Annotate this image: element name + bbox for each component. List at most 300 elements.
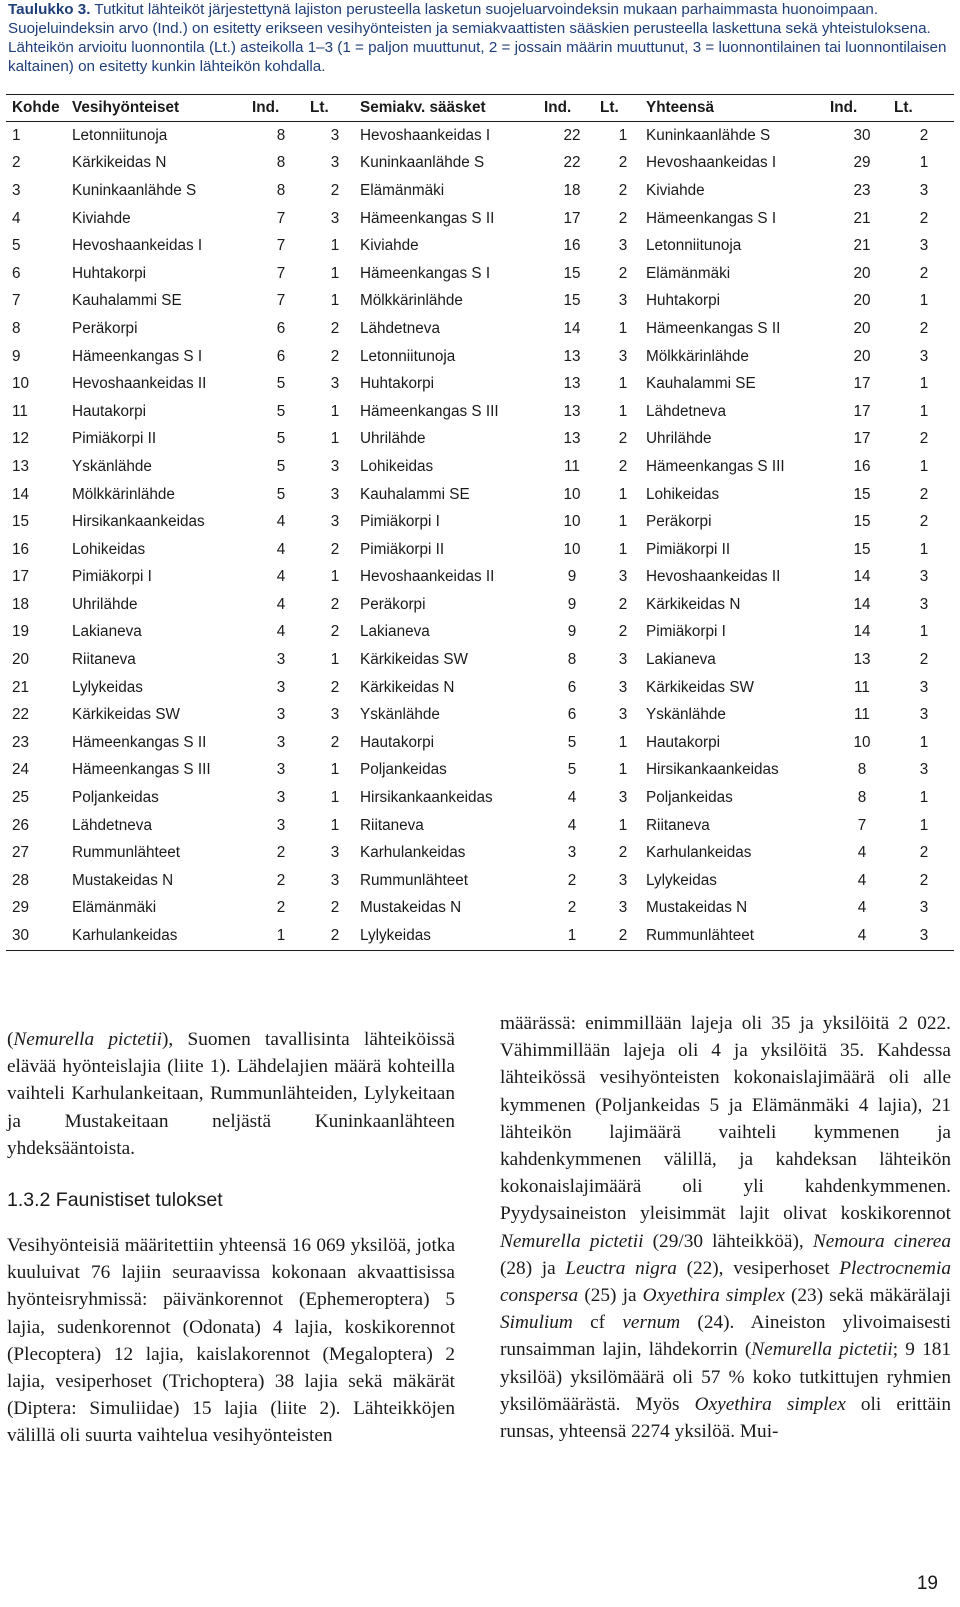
cell-vesihyonteiset: Mölkkärinlähde	[72, 485, 175, 503]
cell-semiakv: Elämänmäki	[360, 181, 445, 199]
cell-ind: 20	[853, 292, 871, 310]
cell-ind: 14	[853, 595, 871, 613]
cell-vesihyonteiset: Huhtakorpi	[72, 264, 146, 282]
cell-ind: 6	[567, 706, 577, 724]
cell-lt: 3	[894, 922, 954, 950]
cell-ind: 7	[857, 816, 867, 834]
cell-ind: 8	[567, 651, 577, 669]
cell-ind: 17	[853, 375, 871, 393]
cell-ind: 2	[567, 899, 577, 917]
cell-lt: 1	[919, 733, 929, 751]
cell-lt: 3	[919, 181, 929, 199]
table-row	[6, 729, 954, 757]
cell-vesihyonteiset: Hautakorpi	[72, 402, 146, 420]
cell-ind: 4	[567, 816, 577, 834]
cell-vesihyonteiset: Hevoshaankeidas II	[72, 375, 207, 393]
cell-lt: 3	[618, 292, 628, 310]
data-table	[6, 94, 954, 951]
cell-ind: 5	[276, 430, 286, 448]
cell-lt: 1	[330, 816, 340, 834]
cell-lt: 2	[618, 457, 628, 475]
body-paragraph	[500, 1010, 951, 1445]
cell-ind: 13	[563, 402, 581, 420]
cell-ind: 20	[853, 319, 871, 337]
cell-ind: 11	[854, 678, 870, 696]
cell-lt: 3	[919, 706, 929, 724]
cell-lt: 2	[618, 264, 628, 282]
table-row	[6, 619, 954, 647]
table-row	[6, 315, 954, 343]
cell-semiakv: Pimiäkorpi II	[360, 540, 445, 558]
cell-lt: 1	[330, 237, 340, 255]
body-paragraph	[7, 1026, 455, 1162]
cell-lt: 2	[919, 844, 929, 862]
cell-ind: 23	[853, 181, 871, 199]
cell-ind: 8	[276, 181, 286, 199]
cell-yhteensa: Pimiäkorpi I	[646, 623, 726, 641]
table-row	[6, 757, 954, 785]
cell-ind: 10	[563, 540, 581, 558]
cell-semiakv: Hevoshaankeidas I	[360, 126, 491, 144]
cell-semiakv: Karhulankeidas	[360, 844, 466, 862]
cell-ind: 13	[563, 430, 581, 448]
cell-ind: 3	[276, 761, 286, 779]
cell-vesihyonteiset: Rummunlähteet	[72, 844, 180, 862]
cell-semiakv: Poljankeidas	[360, 761, 447, 779]
cell-lt: 1	[919, 154, 929, 172]
cell-lt: 1	[919, 540, 929, 558]
text-run: (25) ja	[578, 1285, 643, 1307]
table-row	[6, 260, 954, 288]
cell-vesihyonteiset: Lylykeidas	[72, 678, 143, 696]
header-semiakv-saasket: Semiakv. sääsket	[360, 95, 544, 122]
cell-vesihyonteiset: Yskänlähde	[72, 457, 152, 475]
cell-lt: 2	[330, 347, 340, 365]
text-run: ), Suomen tavallisinta lähteiköissä elävää hyönteislajia (liite 1). Lähdelajien määrä kohteilla vaihteli Karhulankeitaan, Rummunlähteiden, Lylykeitaan ja Mustakeitaan neljästä Kuninkaanlähteen yhdeksääntoista.	[7, 1029, 455, 1159]
cell-lt: 1	[330, 789, 340, 807]
cell-lt: 1	[330, 761, 340, 779]
italic-species-name: Leuctra nigra	[565, 1257, 677, 1279]
cell-ind: 15	[563, 264, 581, 282]
cell-vesihyonteiset: Hevoshaankeidas I	[72, 237, 203, 255]
section-heading: 1.3.2 Faunistiset tulokset	[7, 1189, 223, 1212]
cell-semiakv: Peräkorpi	[360, 595, 426, 613]
cell-ind: 1	[252, 922, 310, 950]
cell-ind: 7	[276, 237, 286, 255]
cell-ind: 14	[853, 623, 871, 641]
cell-ind: 2	[276, 871, 286, 889]
cell-vesihyonteiset: Lähdetneva	[72, 816, 152, 834]
italic-species-name: Nemurella pictetii	[751, 1339, 893, 1361]
cell-ind: 29	[853, 154, 871, 172]
cell-ind: 8	[857, 789, 867, 807]
italic-species-name: Nemoura cinerea	[812, 1230, 951, 1252]
cell-ind: 15	[853, 485, 871, 503]
cell-kohde: 2	[12, 154, 21, 172]
table-row	[6, 177, 954, 205]
header-yhteensa: Yhteensä	[646, 95, 830, 122]
cell-semiakv: Mölkkärinlähde	[360, 292, 463, 310]
cell-yhteensa: Hämeenkangas S II	[646, 319, 781, 337]
cell-lt: 2	[618, 181, 628, 199]
cell-ind: 9	[567, 623, 577, 641]
cell-ind: 4	[276, 623, 286, 641]
cell-kohde: 27	[12, 844, 30, 862]
cell-lt: 2	[618, 209, 628, 227]
cell-semiakv: Riitaneva	[360, 816, 424, 834]
cell-yhteensa: Hevoshaankeidas II	[646, 568, 781, 586]
cell-kohde: 28	[12, 871, 30, 889]
cell-lt: 2	[618, 623, 628, 641]
cell-lt: 3	[330, 154, 340, 172]
table-row	[6, 150, 954, 178]
body-column-right	[500, 1010, 951, 1445]
cell-ind: 4	[857, 871, 867, 889]
italic-species-name: vernum	[622, 1312, 681, 1334]
cell-kohde: 24	[12, 761, 30, 779]
cell-vesihyonteiset: Kärkikeidas SW	[72, 706, 180, 724]
cell-ind: 4	[857, 844, 867, 862]
cell-ind: 13	[853, 651, 871, 669]
cell-yhteensa: Kauhalammi SE	[646, 375, 756, 393]
cell-ind: 10	[563, 513, 581, 531]
cell-kohde: 4	[12, 209, 21, 227]
cell-yhteensa: Uhrilähde	[646, 430, 712, 448]
cell-kohde: 29	[12, 899, 30, 917]
italic-species-name: Nemurella pictetii	[500, 1230, 644, 1252]
table-row	[6, 232, 954, 260]
cell-vesihyonteiset: Kauhalammi SE	[72, 292, 182, 310]
cell-yhteensa: Lakianeva	[646, 651, 716, 669]
cell-vesihyonteiset: Lakianeva	[72, 623, 142, 641]
cell-kohde: 6	[12, 264, 21, 282]
header-lt: Lt.	[894, 95, 954, 122]
text-run: (22), vesiperhoset	[676, 1257, 840, 1279]
cell-lt: 2	[330, 319, 340, 337]
cell-lt: 3	[330, 706, 340, 724]
table-row	[6, 701, 954, 729]
cell-ind: 3	[276, 651, 286, 669]
table-row	[6, 481, 954, 509]
cell-semiakv: Kuninkaanlähde S	[360, 154, 485, 172]
cell-ind: 30	[853, 126, 871, 144]
cell-yhteensa: Karhulankeidas	[646, 844, 752, 862]
cell-vesihyonteiset: Lohikeidas	[72, 540, 146, 558]
italic-species-name: Plectrocnemia conspersa	[500, 1257, 951, 1307]
cell-lt: 1	[919, 623, 929, 641]
cell-semiakv: Hämeenkangas S I	[360, 264, 491, 282]
cell-semiakv: Kärkikeidas SW	[360, 651, 468, 669]
cell-yhteensa: Kiviahde	[646, 181, 705, 199]
text-run: määrässä: enimmillään lajeja oli 35 ja yksilöitä 2 022. Vähimmillään lajeja oli 4 ja yksilöitä 35. Kahdessa lähteikössä vesihyönteisten kokonaislajimäärä oli alle kymmenen (Poljankeidas 5 ja Elämänmäki 4 lajia), 21 lähteikön lajimäärä vaihteli kymmenen ja kahdenkymmenen välillä, ja kahdeksan lähteikön kokonaislajimäärä oli yli kahdenkymmenen. Pyydysaineiston yleisimmät lajit olivat koskikorennot	[500, 1013, 951, 1225]
cell-ind: 8	[276, 126, 286, 144]
cell-vesihyonteiset: Riitaneva	[72, 651, 136, 669]
cell-yhteensa: Hautakorpi	[646, 733, 720, 751]
cell-ind: 15	[853, 513, 871, 531]
cell-yhteensa: Rummunlähteet	[646, 922, 830, 950]
cell-semiakv: Rummunlähteet	[360, 871, 468, 889]
cell-ind: 9	[567, 595, 577, 613]
table-caption	[8, 0, 952, 76]
body-paragraph	[7, 1232, 455, 1450]
cell-lt: 3	[618, 789, 628, 807]
cell-semiakv: Kauhalammi SE	[360, 485, 470, 503]
cell-kohde: 25	[12, 789, 30, 807]
cell-lt: 3	[618, 568, 628, 586]
cell-kohde: 7	[12, 292, 21, 310]
cell-ind: 13	[563, 375, 581, 393]
cell-kohde: 23	[12, 733, 30, 751]
italic-species-name: Oxyethira simplex	[694, 1393, 846, 1415]
cell-lt: 2	[618, 430, 628, 448]
cell-lt: 1	[330, 264, 340, 282]
cell-ind: 17	[853, 402, 871, 420]
cell-ind: 6	[276, 319, 286, 337]
table-row	[6, 343, 954, 371]
cell-kohde: 20	[12, 651, 30, 669]
cell-lt: 3	[618, 899, 628, 917]
italic-species-name: Nemurella pictetii	[13, 1029, 162, 1050]
cell-semiakv: Kiviahde	[360, 237, 419, 255]
cell-lt: 2	[919, 319, 929, 337]
cell-ind: 15	[853, 540, 871, 558]
cell-vesihyonteiset: Letonniitunoja	[72, 126, 168, 144]
body-column-left	[7, 1026, 455, 1450]
cell-ind: 4	[276, 540, 286, 558]
cell-lt: 1	[919, 402, 929, 420]
cell-lt: 3	[330, 513, 340, 531]
cell-lt: 2	[330, 733, 340, 751]
cell-lt: 3	[919, 678, 929, 696]
header-ind: Ind.	[830, 95, 894, 122]
cell-lt: 2	[600, 922, 646, 950]
cell-vesihyonteiset: Pimiäkorpi I	[72, 568, 152, 586]
cell-lt: 3	[330, 844, 340, 862]
cell-lt: 1	[330, 568, 340, 586]
cell-kohde: 9	[12, 347, 21, 365]
cell-lt: 3	[618, 651, 628, 669]
cell-lt: 2	[618, 844, 628, 862]
cell-lt: 1	[618, 540, 628, 558]
text-run: cf	[572, 1312, 623, 1334]
cell-yhteensa: Kuninkaanlähde S	[646, 126, 771, 144]
cell-lt: 2	[618, 154, 628, 172]
table-row	[6, 591, 954, 619]
cell-ind: 3	[276, 706, 286, 724]
cell-ind: 7	[276, 264, 286, 282]
table-row	[6, 895, 954, 923]
header-lt: Lt.	[310, 95, 360, 122]
cell-ind: 7	[276, 292, 286, 310]
cell-semiakv: Hevoshaankeidas II	[360, 568, 495, 586]
cell-ind: 3	[276, 733, 286, 751]
cell-lt: 3	[919, 347, 929, 365]
cell-semiakv: Kärkikeidas N	[360, 678, 455, 696]
cell-vesihyonteiset: Hirsikankaankeidas	[72, 513, 205, 531]
italic-species-name: Oxyethira simplex	[642, 1285, 785, 1307]
cell-lt: 2	[919, 871, 929, 889]
table-row	[6, 122, 954, 150]
cell-lt: 1	[618, 375, 628, 393]
cell-lt: 3	[618, 347, 628, 365]
text-run: oli erittäin runsas, yhteensä 2274 yksilöä. Mui-	[500, 1393, 951, 1443]
header-vesihyonteiset: Vesihyönteiset	[72, 95, 252, 122]
cell-lt: 2	[330, 540, 340, 558]
cell-lt: 3	[330, 457, 340, 475]
cell-yhteensa: Yskänlähde	[646, 706, 726, 724]
cell-yhteensa: Hämeenkangas S I	[646, 209, 777, 227]
cell-vesihyonteiset: Hämeenkangas S I	[72, 347, 203, 365]
cell-lt: 1	[618, 761, 628, 779]
cell-vesihyonteiset: Mustakeidas N	[72, 871, 174, 889]
cell-yhteensa: Poljankeidas	[646, 789, 733, 807]
cell-lt: 3	[618, 706, 628, 724]
cell-lt: 2	[618, 595, 628, 613]
cell-yhteensa: Peräkorpi	[646, 513, 712, 531]
cell-lt: 2	[919, 513, 929, 531]
cell-ind: 5	[276, 457, 286, 475]
cell-yhteensa: Lähdetneva	[646, 402, 726, 420]
cell-ind: 4	[857, 899, 867, 917]
cell-lt: 1	[919, 789, 929, 807]
cell-yhteensa: Pimiäkorpi II	[646, 540, 731, 558]
cell-ind: 11	[564, 457, 580, 475]
table-row	[6, 922, 954, 950]
text-run: (29/30 lähteikköä),	[643, 1230, 813, 1252]
table-row	[6, 812, 954, 840]
cell-yhteensa: Lohikeidas	[646, 485, 720, 503]
cell-lt: 2	[310, 922, 360, 950]
cell-lt: 1	[330, 430, 340, 448]
cell-lt: 3	[330, 375, 340, 393]
table-row	[6, 536, 954, 564]
cell-ind: 4	[567, 789, 577, 807]
cell-lt: 2	[919, 651, 929, 669]
cell-lt: 1	[618, 485, 628, 503]
cell-lt: 2	[330, 595, 340, 613]
cell-kohde: 17	[12, 568, 30, 586]
cell-vesihyonteiset: Uhrilähde	[72, 595, 138, 613]
cell-vesihyonteiset: Kuninkaanlähde S	[72, 181, 197, 199]
cell-semiakv: Lähdetneva	[360, 319, 440, 337]
cell-ind: 4	[276, 513, 286, 531]
cell-ind: 9	[567, 568, 577, 586]
cell-yhteensa: Letonniitunoja	[646, 237, 742, 255]
cell-semiakv: Uhrilähde	[360, 430, 426, 448]
table-row	[6, 508, 954, 536]
cell-vesihyonteiset: Peräkorpi	[72, 319, 138, 337]
cell-yhteensa: Lylykeidas	[646, 871, 717, 889]
text-run: (24). Aineiston ylivoimaisesti runsaimman lajin, lähdekorrin (	[500, 1312, 951, 1361]
cell-yhteensa: Mölkkärinlähde	[646, 347, 749, 365]
cell-lt: 1	[618, 319, 628, 337]
cell-lt: 2	[330, 623, 340, 641]
table-row	[6, 426, 954, 454]
cell-ind: 21	[853, 237, 871, 255]
cell-ind: 11	[854, 706, 870, 724]
cell-lt: 1	[919, 816, 929, 834]
cell-semiakv: Lakianeva	[360, 623, 430, 641]
cell-ind: 15	[563, 292, 581, 310]
cell-lt: 3	[330, 871, 340, 889]
cell-ind: 6	[567, 678, 577, 696]
cell-kohde: 26	[12, 816, 30, 834]
cell-ind: 4	[276, 568, 286, 586]
cell-yhteensa: Hevoshaankeidas I	[646, 154, 777, 172]
cell-ind: 5	[567, 761, 577, 779]
cell-ind: 18	[563, 181, 581, 199]
cell-ind: 22	[563, 154, 581, 172]
cell-lt: 1	[330, 292, 340, 310]
cell-lt: 1	[618, 513, 628, 531]
header-ind: Ind.	[544, 95, 600, 122]
table-row	[6, 205, 954, 233]
cell-lt: 1	[919, 375, 929, 393]
cell-ind: 2	[276, 899, 286, 917]
cell-ind: 2	[276, 844, 286, 862]
cell-lt: 1	[919, 292, 929, 310]
cell-kohde: 22	[12, 706, 30, 724]
cell-lt: 3	[330, 485, 340, 503]
cell-semiakv: Hämeenkangas S III	[360, 402, 499, 420]
cell-yhteensa: Mustakeidas N	[646, 899, 748, 917]
cell-lt: 2	[919, 485, 929, 503]
cell-lt: 3	[919, 899, 929, 917]
cell-ind: 7	[276, 209, 286, 227]
cell-ind: 22	[563, 126, 581, 144]
cell-vesihyonteiset: Kiviahde	[72, 209, 131, 227]
cell-lt: 2	[330, 678, 340, 696]
table-row	[6, 784, 954, 812]
cell-lt: 1	[330, 402, 340, 420]
table-row	[6, 370, 954, 398]
cell-ind: 4	[830, 922, 894, 950]
cell-vesihyonteiset: Pimiäkorpi II	[72, 430, 157, 448]
cell-ind: 1	[544, 922, 600, 950]
table-row	[6, 839, 954, 867]
cell-lt: 2	[919, 430, 929, 448]
cell-kohde: 5	[12, 237, 21, 255]
header-kohde: Kohde	[6, 95, 72, 122]
cell-kohde: 10	[12, 375, 30, 393]
cell-vesihyonteiset: Hämeenkangas S II	[72, 733, 207, 751]
cell-lt: 2	[919, 126, 929, 144]
cell-ind: 20	[853, 347, 871, 365]
text-run: (28) ja	[500, 1257, 566, 1279]
cell-vesihyonteiset: Elämänmäki	[72, 899, 157, 917]
cell-kohde: 1	[12, 126, 21, 144]
text-run: (23) sekä mäkärälaji	[784, 1285, 951, 1307]
cell-yhteensa: Hirsikankaankeidas	[646, 761, 779, 779]
cell-lt: 2	[330, 181, 340, 199]
caption-text: Tutkitut lähteiköt järjestettynä lajiston perusteella lasketun suojeluarvoindeksin mukaan parhaimmasta huonoimpaan. Suojeluindeksin arvo (Ind.) on esitetty erikseen vesihyönteisten ja semiakvaattisten sääskien perusteella laskettuna sekä yhteistuloksena. Lähteikön arvioitu luonnontila (Lt.) asteikolla 1–3 (1 = paljon muuttunut, 2 = jossain määrin muuttunut, 3 = luonnontilainen tai luonnontilaisen kaltainen) on esitetty kunkin lähteikön kohdalla.	[8, 1, 947, 75]
text-run: (	[7, 1029, 14, 1050]
italic-species-name: Simulium	[500, 1312, 573, 1334]
cell-lt: 3	[919, 237, 929, 255]
text-run: Vesihyönteisiä määritettiin yhteensä 16 069 yksilöä, jotka kuuluivat 76 lajiin seuraavissa kokonaan akvaattisissa hyönteisryhmissä: päivänkorennot (Ephemeroptera) 5 lajia, sudenkorennot (Odonata) 4 lajia, koskikorennot (Plecoptera) 12 lajia, kaislakorennot (Megaloptera) 2 lajia, vesiperhoset (Trichoptera) 38 lajia sekä mäkärät (Diptera: Simuliidae) 15 lajia (liite 2). Lähteikköjen välillä oli suurta vaihtelua vesihyönteisten	[7, 1235, 455, 1447]
cell-vesihyonteiset: Poljankeidas	[72, 789, 159, 807]
cell-lt: 2	[919, 209, 929, 227]
cell-ind: 16	[853, 457, 871, 475]
cell-kohde: 19	[12, 623, 30, 641]
cell-kohde: 13	[12, 457, 30, 475]
cell-yhteensa: Kärkikeidas N	[646, 595, 741, 613]
cell-kohde: 16	[12, 540, 30, 558]
cell-ind: 16	[563, 237, 581, 255]
cell-ind: 10	[853, 733, 871, 751]
cell-semiakv: Mustakeidas N	[360, 899, 462, 917]
cell-lt: 3	[330, 126, 340, 144]
